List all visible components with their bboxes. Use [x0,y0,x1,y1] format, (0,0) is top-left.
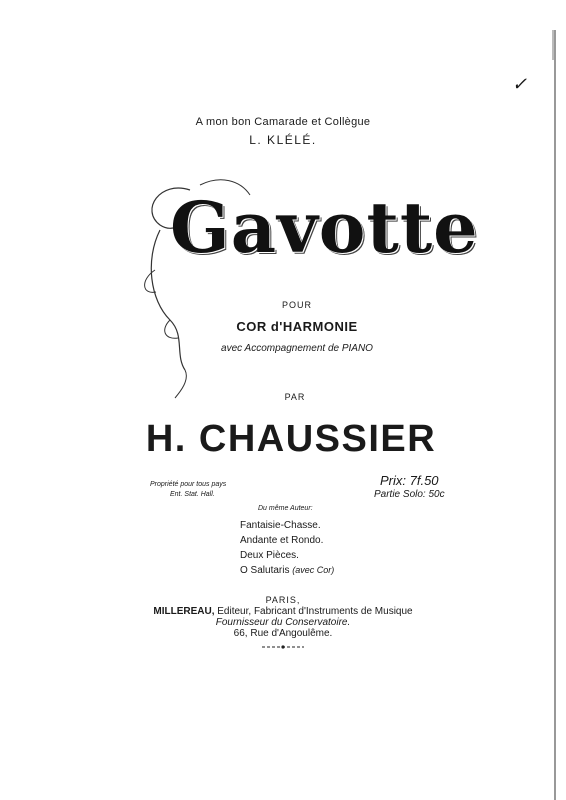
dedicatee-name: L. KLÉLÉ. [249,133,317,147]
title: Gavotte [170,186,479,269]
list-item [240,563,334,578]
list-item [240,533,334,548]
list-item [240,548,334,563]
publisher-description: Editeur, Fabricant d'Instruments de Musique [214,606,413,617]
ornament-icon [262,644,304,650]
instrument-name: COR d'HARMONIE [236,319,358,334]
work-title: Andante et Rondo. [240,535,324,546]
list-item [240,518,334,533]
accompaniment-line: avec Accompagnement de PIANO [221,343,373,354]
publisher-address: 66, Rue d'Angoulême. [233,628,333,639]
publisher-line [0,606,566,617]
other-works-heading: Du même Auteur: [258,505,313,512]
rights-line: Propriété pour tous pays [150,481,227,488]
work-note: (avec Cor) [292,565,335,575]
publisher-name: MILLEREAU, [153,606,215,617]
registration-line: Ent. Stat. Hall. [170,491,215,498]
other-works-list [240,518,334,578]
work-title: O Salutaris [240,565,290,576]
composer-name: H. CHAUSSIER [145,418,437,460]
work-title: Fantaisie-Chasse. [240,520,321,531]
pour-label: POUR [281,300,312,310]
checkmark-icon: ✓ [512,74,528,95]
publisher-city: PARIS, [265,595,301,605]
publisher-supplier: Fournisseur du Conservatoire. [215,617,351,628]
dedication-line: A mon bon Camarade et Collègue [195,116,371,128]
work-title: Deux Pièces. [240,550,299,561]
price-full: Prix: 7f.50 [380,473,439,488]
par-label: PAR [284,392,306,402]
price-solo: Partie Solo: 50c [374,489,445,500]
